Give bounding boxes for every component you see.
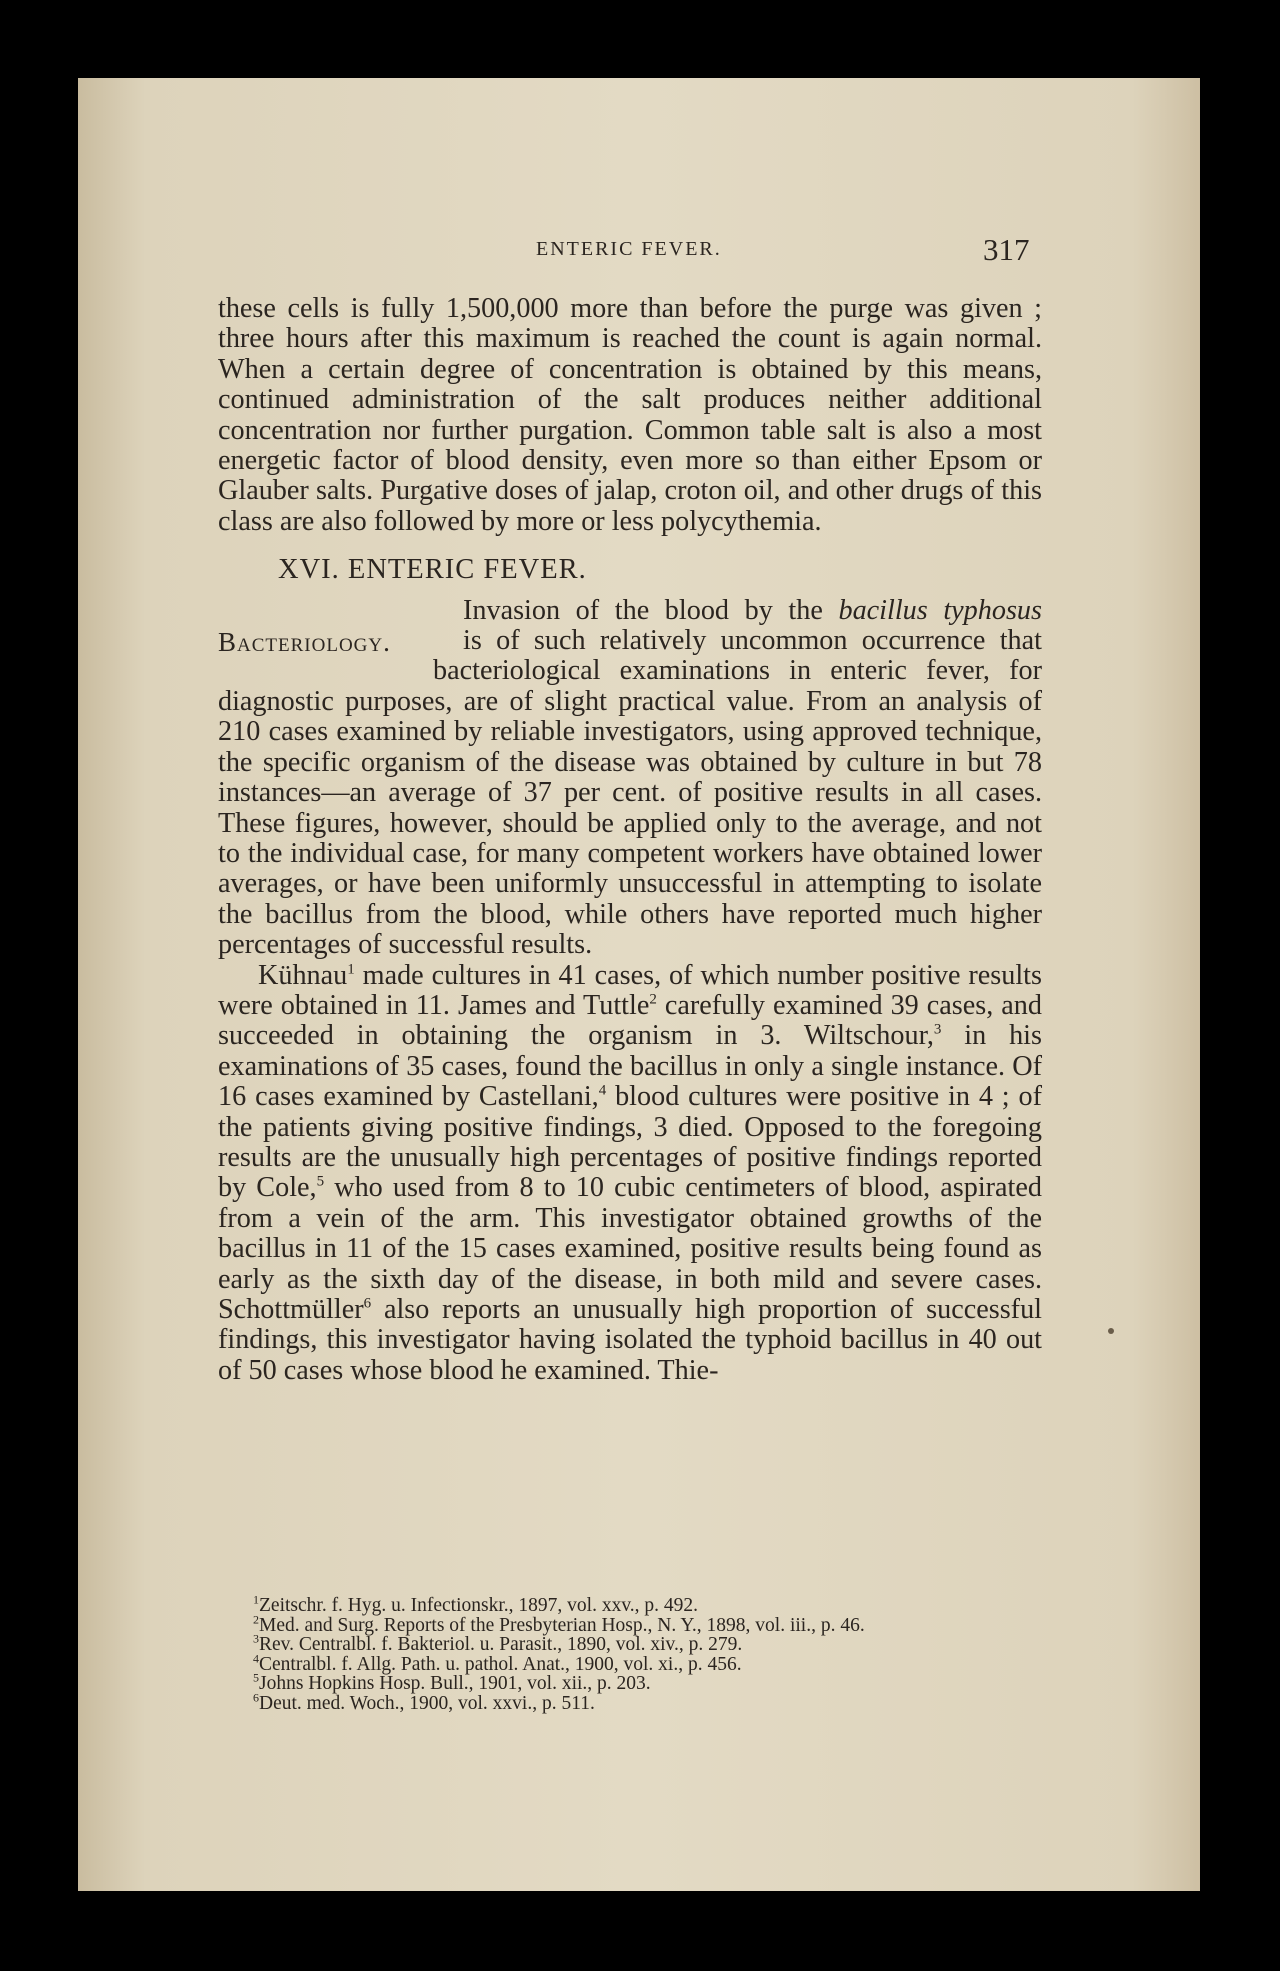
footnote-ref: 5 <box>316 1173 325 1190</box>
footnote <box>218 1612 1042 1636</box>
page-number: 317 <box>983 232 1030 267</box>
footnote-ref: 3 <box>933 1021 942 1038</box>
para2-text: carefully examined 39 cases, and succeeded in obtaining the organism in 3. Wiltschour, <box>218 989 1042 1052</box>
para2-text: made cultures in 41 cases, of which number positive results were obtained in 11. James and Tuttle <box>218 959 1042 1021</box>
footnote-text: Rev. Centralbl. f. Bakteriol. u. Parasit., 1890, vol. xiv., p. 279. <box>259 1634 743 1656</box>
para2-text: blood cultures were positive in 4 ; of the patients giving positive findings, 3 died. Opposed to the foregoing results are the unusually high percentages of positive findings reported by Cole, <box>218 1081 1042 1204</box>
sidehead-bacteriology: Bacteriology. <box>218 626 391 657</box>
footnote <box>218 1631 1042 1656</box>
para2 <box>218 961 1042 1387</box>
footnote <box>218 1651 1042 1675</box>
footnote-number: 4 <box>253 1651 259 1666</box>
bacteriology-section <box>218 596 1042 961</box>
footnote-number: 5 <box>253 1670 259 1685</box>
footnote <box>218 1690 1042 1714</box>
para2-text: Kühnau <box>258 959 348 991</box>
running-head: ENTERIC FEVER. <box>536 238 722 260</box>
para1-line1 <box>218 596 1042 626</box>
footnote-text: Med. and Surg. Reports of the Presbyterian Hosp., N. Y., 1898, vol. iii., p. 46. <box>259 1614 865 1636</box>
footnote <box>218 1592 1042 1616</box>
section-title: XVI. ENTERIC FEVER. <box>278 554 587 586</box>
paper-speck <box>1108 1328 1114 1334</box>
footnote-ref: 2 <box>649 991 657 1008</box>
footnote-number: 3 <box>253 1631 259 1646</box>
footnote <box>218 1670 1042 1695</box>
footnote-number: 1 <box>253 1592 259 1607</box>
body-text <box>218 294 1042 1386</box>
intro-paragraph: these cells is fully 1,500,000 more than before the purge was given ; three hours after this maximum is reached the count is again normal. When a certain degree of concentration is obtained by this means, continued administration of the salt produces neither additional concentration nor further purgation. Common table salt is also a most energetic factor of blood density, even more so than either Epsom or Glauber salts. Purgative doses of jalap, croton oil, and other drugs of this class are also followed by more or less polycythemia. <box>218 293 1042 537</box>
footnote-text: Zeitschr. f. Hyg. u. Infectionskr., 1897, vol. xxv., p. 492. <box>259 1595 699 1616</box>
footnote-ref: 1 <box>347 961 355 978</box>
para1-rest: diagnostic purposes, are of slight practical value. From an analysis of 210 cases examined by reliable investigators, using approved technique, the specific organism of the disease was obtained by culture in but 78 instances—an average of 37 per cent. of positive results in all cases. These figures, however, should be applied only to the average, and not to the individual case, for many competent workers have obtained lower averages, or have been uniformly unsuccessful in attempting to isolate the bacillus from the blood, while others have reported much higher percentages of successful results. <box>218 685 1042 961</box>
page-header <box>78 232 1200 278</box>
para1-line2: is of such relatively uncommon occurrence that <box>463 625 1042 657</box>
footnotes <box>218 1592 1042 1714</box>
bacillus-name: bacillus typhosus <box>838 594 1042 626</box>
book-page <box>78 78 1200 1891</box>
para1-line3: bacteriological examinations in enteric fever, for <box>433 655 1042 687</box>
para2-text: who used from 8 to 10 cubic centimeters of blood, aspirated from a vein of the arm. This investigator obtained growths of the bacillus in 11 of the 15 cases examined, positive results being found as early as the sixth day of the disease, in both mild and severe cases. Schottmüller <box>218 1172 1042 1325</box>
footnote-text: Centralbl. f. Allg. Path. u. pathol. Anat., 1900, vol. xi., p. 456. <box>259 1653 742 1675</box>
footnote-text: Johns Hopkins Hosp. Bull., 1901, vol. xii., p. 203. <box>259 1673 651 1695</box>
para1-lead: Invasion of the blood by the <box>463 594 823 626</box>
para2-text: also reports an unusually high proportion of successful findings, this investigator having isolated the typhoid bacillus in 40 out of 50 cases whose blood he examined. Thie- <box>218 1294 1042 1386</box>
footnote-ref: 6 <box>363 1295 372 1312</box>
footnote-number: 2 <box>253 1612 259 1627</box>
footnote-ref: 4 <box>598 1082 607 1099</box>
footnote-number: 6 <box>253 1690 259 1705</box>
para2-text: in his examinations of 35 cases, found the bacillus in only a single instance. Of 16 cases examined by Castellani, <box>218 1020 1042 1113</box>
footnote-text: Deut. med. Woch., 1900, vol. xxvi., p. 511. <box>259 1692 595 1714</box>
